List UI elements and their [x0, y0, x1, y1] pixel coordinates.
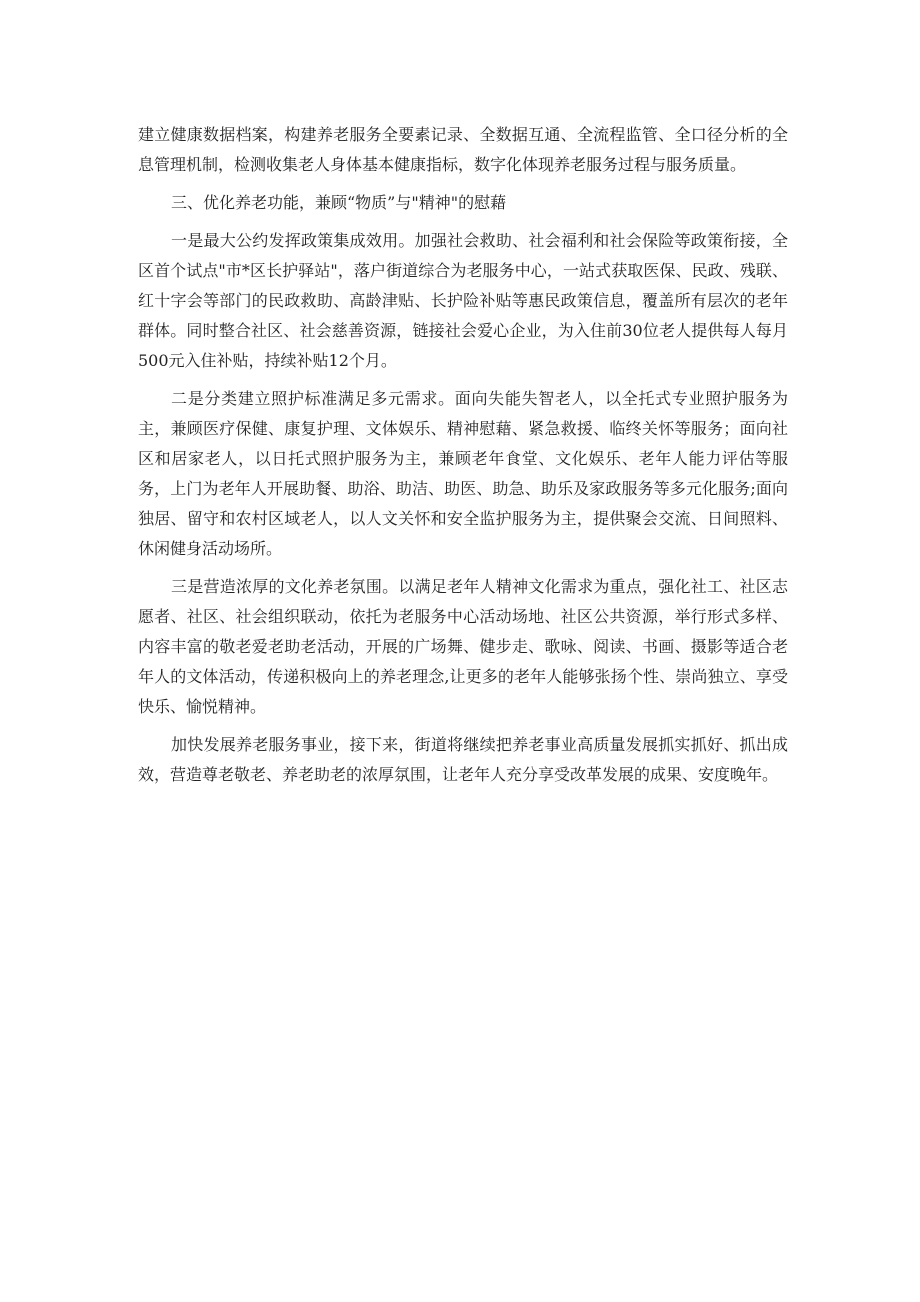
paragraph-lead: 一是最大公约发挥政策集成效用。 — [171, 231, 415, 250]
paragraph-text: 加快发展养老服务事业，接下来，街道将继续把养老事业高质量发展抓实抓好、抓出成效，营造尊老敬老、养老助老的浓厚氛围，让老年人充分享受改革发展的成果、安度晚年。 — [138, 735, 788, 784]
document-body — [138, 120, 788, 798]
paragraph-lead: 二是分类建立照护标准满足多元需求。 — [171, 389, 455, 408]
paragraph-conclusion — [138, 730, 788, 790]
paragraph-cultural-atmosphere — [138, 572, 788, 722]
section-heading-text: 三、优化养老功能，兼顾“物质”与"精神"的慰藉 — [171, 193, 507, 212]
section-heading-3 — [138, 188, 788, 218]
paragraph-text: 加强社会救助、社会福利和社会保险等政策衔接，全区首个试点"市*区长护驿站"，落户街道综合为老服务中心，一站式获取医保、民政、残联、红十字会等部门的民政救助、高龄津贴、长护险补贴等惠民政策信息，覆盖所有层次的老年群体。同时整合社区、社会慈善资源，链接社会爱心企业，为入住前30位老人提供每人每月500元入住补贴，持续补贴12个月。 — [138, 231, 788, 370]
paragraph-text: 建立健康数据档案，构建养老服务全要素记录、全数据互通、全流程监管、全口径分析的全息管理机制，检测收集老人身体基本健康指标，数字化体现养老服务过程与服务质量。 — [138, 125, 788, 174]
paragraph-health-archive — [138, 120, 788, 180]
paragraph-text: 以满足老年人精神文化需求为重点，强化社工、社区志愿者、社区、社会组织联动，依托为老服务中心活动场地、社区公共资源，举行形式多样、内容丰富的敬老爱老助老活动，开展的广场舞、健步走、歌咏、阅读、书画、摄影等适合老年人的文体活动，传递积极向上的养老理念,让更多的老年人能够张扬个性、崇尚独立、享受快乐、愉悦精神。 — [138, 577, 788, 716]
paragraph-text: 面向失能失智老人，以全托式专业照护服务为主，兼顾医疗保健、康复护理、文体娱乐、精神慰藉、紧急救援、临终关怀等服务；面向社区和居家老人，以日托式照护服务为主，兼顾老年食堂、文化娱乐、老年人能力评估等服务，上门为老年人开展助餐、助浴、助洁、助医、助急、助乐及家政服务等多元化服务;面向独居、留守和农村区域老人，以人文关怀和安全监护服务为主，提供聚会交流、日间照料、休闲健身活动场所。 — [138, 389, 788, 558]
paragraph-lead: 三是营造浓厚的文化养老氛围。 — [171, 577, 399, 596]
paragraph-policy-integration — [138, 226, 788, 376]
paragraph-care-standards — [138, 384, 788, 564]
